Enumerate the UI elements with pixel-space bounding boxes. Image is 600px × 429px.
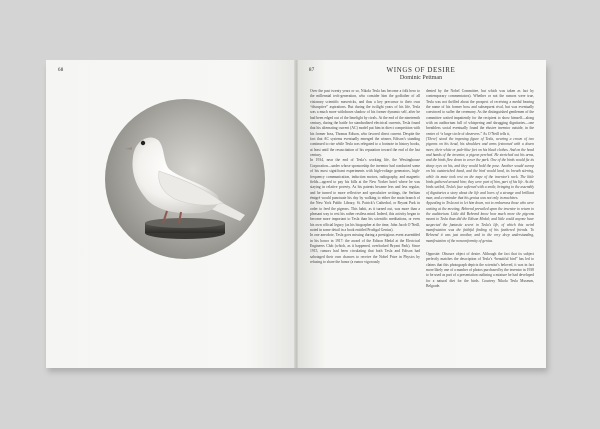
body-paragraph: In one anecdote, Tesla goes missing during a prestigious event assembled in his honor in 1917: the award of the Edison Medal at the Electrical Engineers Club (which, as it happened, overlooked Bryant Park). Since 1915, rumors had been circulating that both Tesla and Edison had sabotaged their own chances to receive the Nobel Prize in Physics by refusing to share the honor (a rumor vigorously <box>310 233 420 264</box>
article-header <box>296 66 546 81</box>
left-page <box>46 60 296 368</box>
right-page <box>296 60 546 368</box>
article-author: Dominic Pettman <box>399 75 443 81</box>
text-column-left <box>310 89 420 265</box>
block-quote: [There] stood the imposing figure of Tesla, wearing a crown of two pigeons on his head, his shoulders and arms festooned with a dozen more, their white or pale-blue feet on his black clothes. And on the head and hands of the inventor, a pigeon perched. He stretched out his arms, and the birds flew down to cover the park. One of the birds would fix its sharp eyes on his, and they would hold the pose. Another would swoop on his outstretched hand, and the bird would land, its breath stirring, while its mate took rest on the nape of the inventor’s neck. The little birds gathered around him; they were part of him, part of his life. As the birds settled, Tesla’s face softened with a smile, bringing to the assembly of dignitaries a story about the life and loves of a strange and brilliant man, and a reminder that his genius was not only in machines. <box>426 137 534 200</box>
pigeon-illustration <box>105 99 265 259</box>
body-paragraph: Over the past twenty years or so, Nikola Tesla has become a folk hero to the millennial tech-generation, who consider him the godfather of all visionary scientific mavericks, and thus a key precursor to their own “disruptive” aspirations. But during the twilight years of his life, Tesla was a much more withdrawn shadow of his former dynamic self, after he had been edged out of the limelight by rivals. At the end of the nineteenth century, during the battle for standardized electrical currents, Tesla found that his alternating current (AC) model put him in direct competition with his former boss, Thomas Edison, who favored direct current. Despite the fact that AC systems eventually emerged the winner, Edison’s standing continued to rise while Tesla was relegated to a footnote in history books, at least until the resuscitation of his reputation toward the end of the last century. <box>310 89 420 158</box>
body-paragraph: In 1934, near the end of Tesla’s working life, the Westinghouse Corporation—under whose sponsorship the inventor had conducted some of his most significant experiments with high-voltage generators, high-frequency communication, induction motors, radiography, and magnetic fields—agreed to pay his bills at the New Yorker hotel where he was staying in relative poverty. As his patents became less and less regular, and he turned to more reflective and speculative writings, the Serbian émigré would punctuate his day by walking to either the main branch of the New York Public Library, St. Patrick’s Cathedral, or Bryant Park in order to feed the pigeons. This habit, as it turned out, was more than a pleasant way to rest his rather restless mind. Indeed, this activity began to become more important to Tesla than his scientific meditations, or even his own official legacy (as his biographer at the time, John Jacob O’Neill, noted in some detail in a book entitled Prodigal Genius). <box>310 158 420 232</box>
left-page-number: 68 <box>58 68 64 73</box>
article-title: WINGS OF DESIRE <box>386 66 456 74</box>
right-page-number: 87 <box>309 68 315 73</box>
text-column-right <box>426 89 534 289</box>
book-spine <box>294 60 298 368</box>
pigeon-photograph <box>105 99 265 259</box>
block-quote: Appealing to Tesla not to let him down, not to embarrass those who were waiting at the meeting, Behrend prevailed upon the inventor to return to the auditorium. Little did Behrend know how much more the pigeons meant to Tesla than did the Edison Medal; and little could anyone have suspected the fantastic secret in Tesla’s life, of which this weird manifestation was the faithful finding of his feathered friends. To Behrend it was just another, and to the very deep understanding, manifestation of the nonconformity of genius. <box>426 201 534 243</box>
open-book <box>46 60 546 368</box>
photo-caption: Opposite: Obscure object of desire. Although the fact that its subject perfectly matches the description of Tesla’s “beautiful bird” has led to claims that this photograph depicts the scientist’s beloved, it was in fact more likely one of a number of photos purchased by the inventor in 1938 to be used as part of a presentation outlining a mixture he had developed for a natural diet for the birds. Courtesy Nikola Tesla Museum, Belgrade. <box>426 251 534 289</box>
body-paragraph: denied by the Nobel Committee, but which was taken as fact by contemporary commentators). Whether or not the rumors were true, Tesla was not thrilled about the prospect of receiving a medal bearing the name of his former boss and subsequent rival, but was eventually convinced to suffer the ceremony. As the distinguished gentlemen of the committee waited impatiently for the recipient to show himself—along with an auditorium full of whispering and shrugging dignitaries—one breathless social eventually found the elusive inventor outside, in the center of “a large circle of observers.” As O’Neill tells it, <box>426 89 534 136</box>
